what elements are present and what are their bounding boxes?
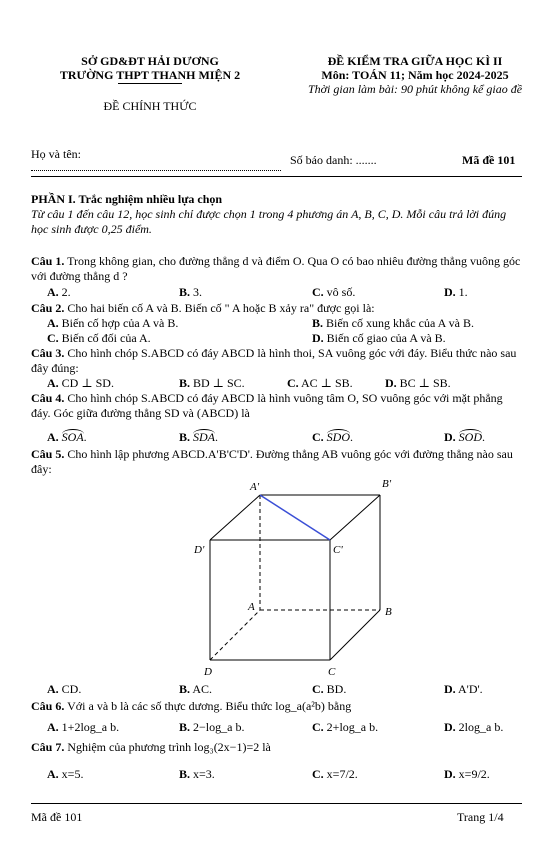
option-letter: C. [312, 285, 324, 299]
student-name-dotline [31, 170, 281, 171]
question-2 [31, 301, 521, 316]
question-3-text: Cho hình chóp S.ABCD có đáy ABCD là hình thoi, SA vuông góc với đáy. Biểu thức nào sau đây đúng: [31, 346, 517, 375]
label-a: A [248, 601, 255, 613]
q4-option-d-label: D. [444, 430, 456, 444]
q6-option-b[interactable]: B. 2−log_a b. [179, 720, 245, 734]
q6-option-c[interactable]: C. 2+log_a b. [312, 720, 379, 734]
q3-option-b[interactable]: B. BD ⊥ SC. [179, 376, 245, 390]
q2-option-a[interactable]: A. Biến cố hợp của A và B. [47, 316, 179, 330]
option-letter: C. [287, 376, 299, 390]
question-5-label: Câu 5. [31, 447, 65, 461]
q1-option-d[interactable]: D. 1. [444, 285, 468, 299]
question-1-text: Trong không gian, cho đường thẳng d và điểm O. Qua O có bao nhiêu đường thẳng vuông góc với đường thẳng d ? [31, 254, 521, 283]
q4-option-c[interactable]: C. SDO. [312, 430, 354, 444]
question-3-label: Câu 3. [31, 346, 65, 360]
label-b: B [385, 606, 392, 618]
q7-option-d[interactable]: D. x=9/2. [444, 767, 490, 781]
question-6-label: Câu 6. [31, 699, 65, 713]
q4-option-c-label: C. [312, 430, 324, 444]
label-d: D [204, 666, 212, 678]
diagonal-ap-cp [260, 495, 330, 540]
question-7-text: Nghiệm của phương trình log₃(2x−1)=2 là [67, 740, 271, 754]
q1-option-c[interactable]: C. vô số. [312, 285, 356, 299]
option-letter: D. [444, 720, 456, 734]
question-4-label: Câu 4. [31, 391, 65, 405]
q4-option-a-angle: SOA [61, 430, 84, 444]
option-letter: C. [312, 720, 324, 734]
option-letter: D. [312, 331, 324, 345]
question-4 [31, 391, 521, 421]
option-letter: A. [47, 376, 59, 390]
option-letter: B. [312, 316, 324, 330]
label-bp: B' [382, 478, 392, 490]
q6-option-a[interactable]: A. 1+2log_a b. [47, 720, 120, 734]
option-letter: A. [47, 285, 59, 299]
label-cp: C' [333, 544, 343, 556]
option-letter: A. [47, 767, 59, 781]
q5-option-c[interactable]: C. BD. [312, 682, 347, 696]
school-underline [118, 83, 182, 84]
question-2-label: Câu 2. [31, 301, 65, 315]
label-dp: D' [194, 544, 205, 556]
option-letter: D. [444, 682, 456, 696]
option-letter: A. [47, 682, 59, 696]
student-id-label: Số báo danh: ....... [290, 153, 377, 167]
part1-title: PHẦN I. Trắc nghiệm nhiều lựa chọn [31, 192, 223, 206]
question-3 [31, 346, 521, 376]
option-letter: B. [179, 767, 191, 781]
exam-time: Thời gian làm bài: 90 phút không kể giao đề [307, 82, 523, 96]
q3-option-d[interactable]: D. BC ⊥ SB. [385, 376, 451, 390]
exam-subject: Môn: TOÁN 11; Năm học 2024-2025 [321, 68, 509, 82]
q6-option-d[interactable]: D. 2log_a b. [444, 720, 504, 734]
question-2-text: Cho hai biến cố A và B. Biến cố " A hoặc B xảy ra" được gọi là: [67, 301, 375, 315]
edge-c-b [330, 610, 380, 660]
footer-exam-code: Mã đề 101 [31, 810, 83, 824]
cube-figure [180, 475, 410, 680]
q2-option-b[interactable]: B. Biến cố xung khắc của A và B. [312, 316, 474, 330]
question-5 [31, 447, 521, 477]
label-c: C [328, 666, 336, 678]
exam-title: ĐỀ KIỂM TRA GIỮA HỌC KÌ II [327, 54, 503, 68]
edge-d-a-hidden [210, 610, 260, 660]
header-divider [31, 176, 522, 177]
student-name-label: Họ và tên: [31, 147, 81, 161]
option-letter: B. [179, 682, 191, 696]
q4-option-c-angle: SDO [326, 430, 351, 444]
question-7 [31, 740, 521, 755]
q5-option-d[interactable]: D. A'D'. [444, 682, 483, 696]
q7-option-b[interactable]: B. x=3. [179, 767, 215, 781]
question-1 [31, 254, 521, 284]
exam-code: Mã đề 101 [462, 153, 516, 167]
question-1-label: Câu 1. [31, 254, 65, 268]
q4-option-d[interactable]: D. SOD. [444, 430, 486, 444]
q1-option-a[interactable]: A. 2. [47, 285, 71, 299]
option-letter: C. [312, 767, 324, 781]
option-letter: B. [179, 376, 191, 390]
option-letter: D. [444, 285, 456, 299]
option-letter: A. [47, 316, 59, 330]
q2-option-c[interactable]: C. Biến cố đối của A. [47, 331, 151, 345]
edge-cp-bp [330, 495, 380, 540]
part1-instruction: Từ câu 1 đến câu 12, học sinh chỉ được chọn 1 trong 4 phương án A, B, C, D. Mỗi câu trả lời đúng học sinh được 0,25 điểm. [31, 207, 507, 236]
footer-page-number: Trang 1/4 [457, 810, 504, 824]
question-7-label: Câu 7. [31, 740, 65, 754]
q4-option-b-label: B. [179, 430, 191, 444]
option-letter: C. [312, 682, 324, 696]
question-4-text: Cho hình chóp S.ABCD có đáy ABCD là hình vuông tâm O, SO vuông góc với mặt phẳng đáy. Góc giữa đường thẳng SD và (ABCD) là [31, 391, 503, 420]
q5-option-b[interactable]: B. AC. [179, 682, 213, 696]
official-label: ĐỀ CHÍNH THỨC [103, 99, 197, 113]
q3-option-a[interactable]: A. CD ⊥ SD. [47, 376, 114, 390]
q4-option-a[interactable]: A. SOA. [47, 430, 87, 444]
q4-option-a-label: A. [47, 430, 59, 444]
department-name: SỞ GD&ĐT HẢI DƯƠNG [81, 54, 219, 68]
question-6-text: Với a và b là các số thực dương. Biểu thức log_a(a²b) bằng [67, 699, 352, 713]
footer-divider [31, 803, 522, 804]
option-letter: A. [47, 720, 59, 734]
option-letter: D. [385, 376, 397, 390]
school-name: TRƯỜNG THPT THANH MIỆN 2 [59, 68, 241, 82]
q2-option-d[interactable]: D. Biến cố giao của A và B. [312, 331, 446, 345]
option-letter: D. [444, 767, 456, 781]
question-5-text: Cho hình lập phương ABCD.A'B'C'D'. Đường thẳng AB vuông góc với đường thẳng nào sau đây: [31, 447, 513, 476]
q7-option-a[interactable]: A. x=5. [47, 767, 84, 781]
option-letter: B. [179, 720, 191, 734]
label-ap: A' [250, 481, 260, 493]
q1-option-b[interactable]: B. 3. [179, 285, 203, 299]
q5-option-a[interactable]: A. CD. [47, 682, 82, 696]
option-letter: B. [179, 285, 191, 299]
edge-dp-ap [210, 495, 260, 540]
option-letter: C. [47, 331, 59, 345]
q4-option-d-angle: SOD [458, 430, 483, 444]
q4-option-b[interactable]: B. SDA. [179, 430, 219, 444]
q4-option-b-angle: SDA [193, 430, 216, 444]
q3-option-c[interactable]: C. AC ⊥ SB. [287, 376, 353, 390]
question-6 [31, 699, 521, 714]
q7-option-c[interactable]: C. x=7/2. [312, 767, 358, 781]
